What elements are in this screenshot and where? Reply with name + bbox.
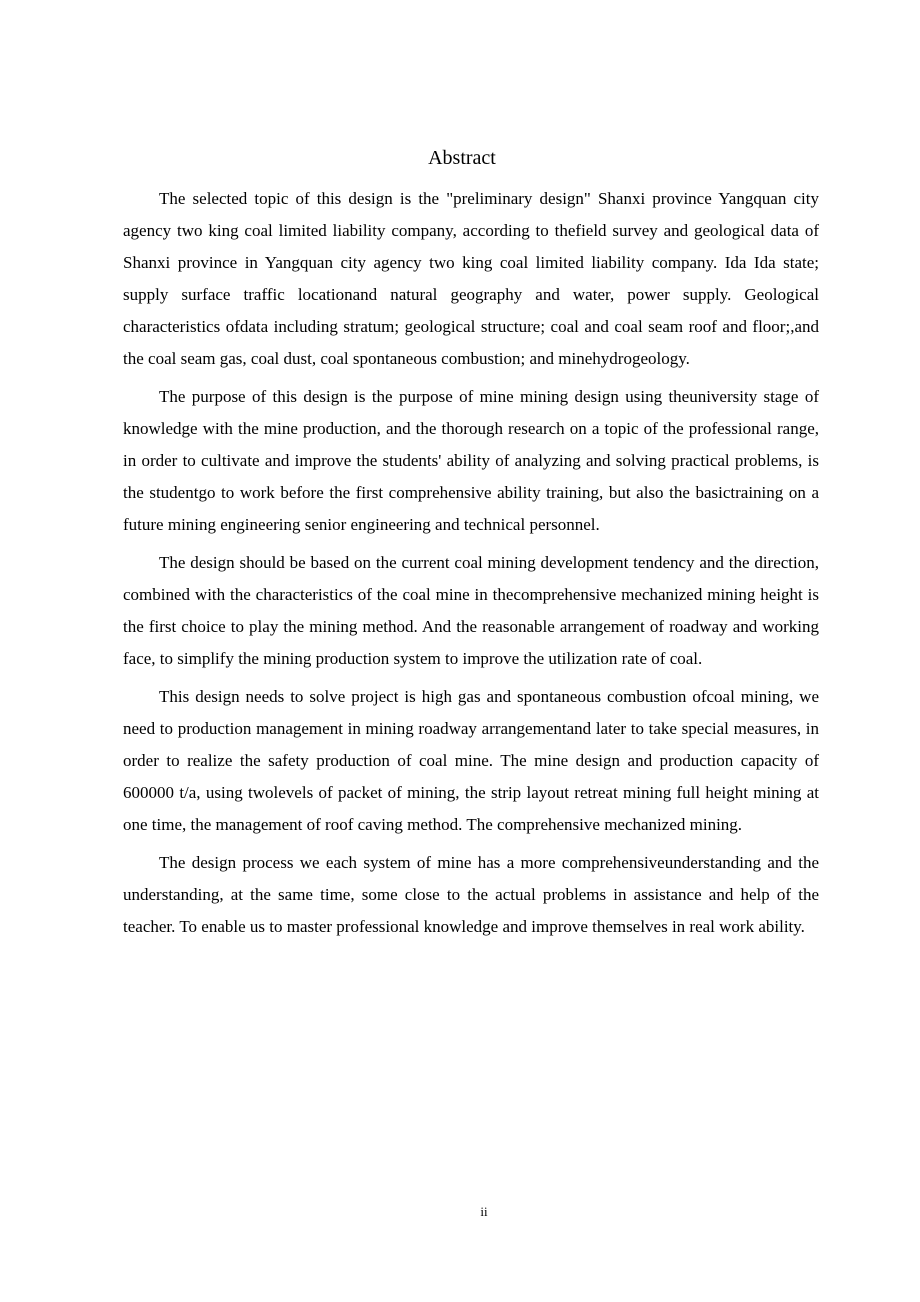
page-number: ii	[480, 1204, 488, 1219]
abstract-paragraph-5: The design process we each system of mine has a more comprehensiveunderstanding and the understanding, at the same time, some close to the actual problems in assistance and help of the teacher. To enable us to master professional knowledge and improve themselves in real work ability.	[123, 853, 819, 936]
abstract-paragraph-4: This design needs to solve project is high gas and spontaneous combustion ofcoal mining, we need to production management in mining roadway arrangementand later to take special measures, in order to realize the safety production of coal mine. The mine design and production capacity of 600000 t/a, using twolevels of packet of mining, the strip layout retreat mining full height mining at one time, the management of roof caving method. The comprehensive mechanized mining.	[123, 687, 819, 834]
abstract-paragraph-3: The design should be based on the current coal mining development tendency and the direction, combined with the characteristics of the coal mine in thecomprehensive mechanized mining height is the first choice to play the mining method. And the reasonable arrangement of roadway and working face, to simplify the mining production system to improve the utilization rate of coal.	[123, 553, 819, 668]
abstract-body	[123, 183, 819, 949]
abstract-paragraph-2: The purpose of this design is the purpose of mine mining design using theuniversity stage of knowledge with the mine production, and the thorough research on a topic of the professional range, in order to cultivate and improve the students' ability of analyzing and solving practical problems, is the studentgo to work before the first comprehensive ability training, but also the basictraining on a future mining engineering senior engineering and technical personnel.	[123, 387, 819, 534]
abstract-paragraph-1: The selected topic of this design is the "preliminary design" Shanxi province Yangquan city agency two king coal limited liability company, according to thefield survey and geological data of Shanxi province in Yangquan city agency two king coal limited liability company. Ida Ida state; supply surface traffic locationand natural geography and water, power supply. Geological characteristics ofdata including stratum; geological structure; coal and coal seam roof and floor;,and the coal seam gas, coal dust, coal spontaneous combustion; and minehydrogeology.	[123, 189, 819, 368]
abstract-title: Abstract	[428, 147, 496, 169]
